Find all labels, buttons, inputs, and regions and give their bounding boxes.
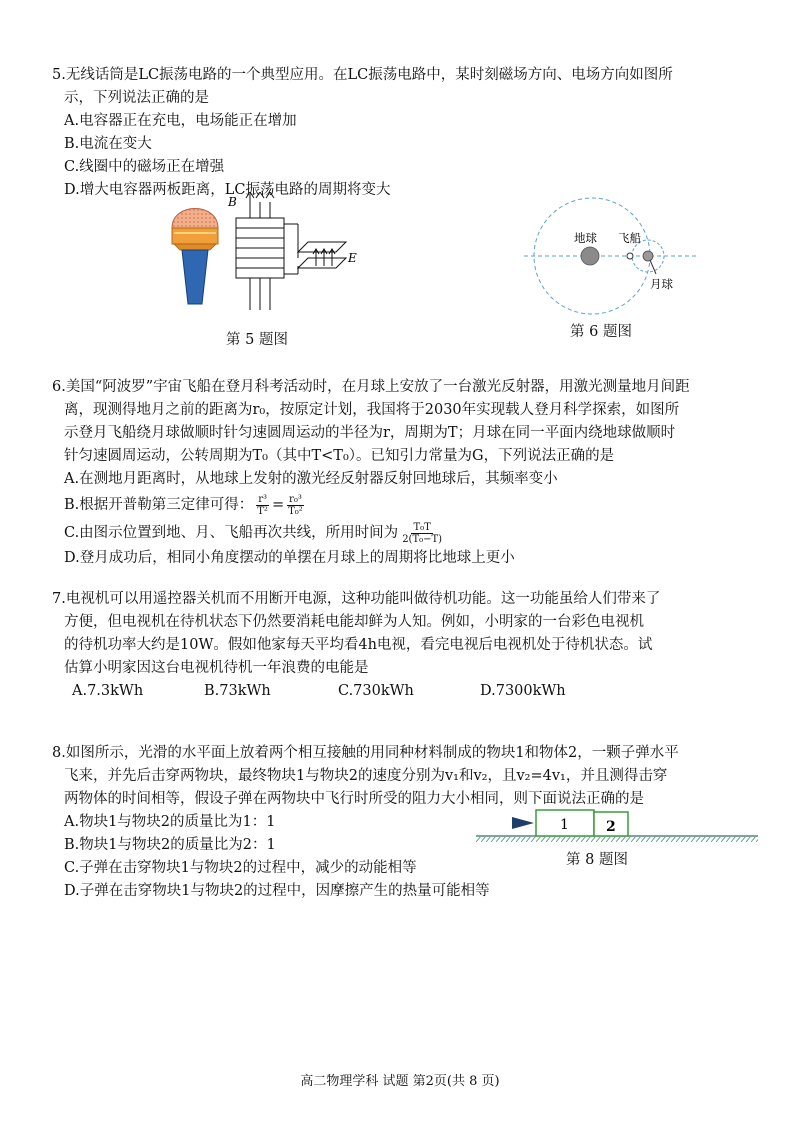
q6-caption: 第 6 题图 — [570, 324, 632, 340]
c-numerator: T₀T — [413, 521, 431, 533]
q6-option-d: D.登月成功后，相同小角度摆动的单摆在月球上的周期将比地球上更小 — [64, 550, 515, 566]
q6-stem-line-3: 示登月飞船绕月球做顺时针匀速圆周运动的半径为r，周期为T；月球在同一平面内绕地球做顺时 — [64, 425, 676, 441]
equals-sign: = — [271, 497, 285, 513]
q8-option-a: A.物块1与物块2的质量比为1：1 — [64, 814, 276, 830]
q6-figure — [518, 190, 708, 320]
block-2-label: 2 — [606, 819, 616, 835]
block-1-label: 1 — [560, 817, 569, 833]
q7-stem-line-1: 7.电视机可以用遥控器关机而不用断开电源，这种功能叫做待机功能。这一功能虽给人们带来了 — [52, 591, 661, 607]
q5-option-d: D.增大电容器两板距离，LC振荡电路的周期将变大 — [64, 182, 391, 198]
electric-field-label: E — [348, 251, 357, 265]
c-denominator: 2(T₀−T) — [402, 533, 443, 545]
q6-option-b-lhs — [255, 494, 270, 517]
q8-option-b: B.物块1与物块2的质量比为2：1 — [64, 837, 276, 853]
q7-stem-line-3: 的待机功率大约是10W。假如他家每天平均看4h电视，看完电视后电视机处于待机状态。试 — [64, 637, 653, 653]
q8-stem-line-2: 飞来，并先后击穿两物块，最终物块1与物块2的速度分别为v₁和v₂，且v₂=4v₁，并且测得击穿 — [64, 768, 668, 784]
q7-option-a: A.7.3kWh — [72, 683, 144, 699]
q5-option-a: A.电容器正在充电，电场能正在增加 — [64, 113, 297, 129]
moon-label: 月球 — [650, 277, 673, 291]
q5-stem-line-1: 5.无线话筒是LC振荡电路的一个典型应用。在LC振荡电路中，某时刻磁场方向、电场方向如图所 — [52, 67, 673, 83]
q5-option-c: C.线圈中的磁场正在增强 — [64, 159, 225, 175]
q8-option-d: D.子弹在击穿物块1与物块2的过程中，因摩擦产生的热量可能相等 — [64, 883, 490, 899]
q5-figure — [160, 192, 370, 320]
q7-stem-line-4: 估算小明家因这台电视机待机一年浪费的电能是 — [64, 660, 369, 676]
q6-option-c-text: C.由图示位置到地、月、飞船再次共线，所用时间为 — [64, 525, 399, 541]
q7-option-d: D.7300kWh — [480, 683, 566, 699]
question-7 — [52, 588, 764, 703]
q6-option-b — [52, 491, 764, 519]
q5-caption: 第 5 题图 — [226, 332, 288, 348]
moon-icon — [643, 251, 653, 261]
coil-icon — [236, 192, 298, 310]
q6-option-b-rhs — [286, 494, 305, 517]
ship-label: 飞船 — [618, 231, 641, 245]
q5-option-b: B.电流在变大 — [64, 136, 152, 152]
q6-stem-line-2: 离，现测得地月之前的距离为r₀，按原定计划，我国将于2030年实现载人登月科学探索，如图所 — [64, 402, 680, 418]
ship-icon — [627, 253, 633, 259]
q7-option-c: C.730kWh — [338, 683, 414, 699]
q8-stem-line-3: 两物体的时间相等，假设子弹在两物块中飞行时所受的阻力大小相同，则下面说法正确的是 — [64, 791, 644, 807]
lhs-denominator: T² — [257, 505, 268, 517]
q8-figure — [476, 806, 760, 846]
capacitor-icon — [298, 242, 346, 268]
q8-caption: 第 8 题图 — [566, 852, 628, 868]
question-6 — [52, 376, 764, 570]
magnetic-field-label: B — [228, 195, 237, 209]
page-footer: 高二物理学科 试题 第2页(共 8 页) — [300, 1074, 500, 1089]
microphone-icon — [172, 209, 218, 305]
q6-option-b-text: B.根据开普勒第三定律可得： — [64, 497, 254, 513]
earth-icon — [581, 247, 599, 265]
q6-option-a: A.在测地月距离时，从地球上发射的激光经反射器反射回地球后，其频率变小 — [64, 471, 558, 487]
rhs-numerator: r₀³ — [289, 493, 302, 505]
q6-option-c-fraction — [400, 522, 444, 545]
question-5 — [52, 64, 764, 202]
q8-option-c: C.子弹在击穿物块1与物块2的过程中，减少的动能相等 — [64, 860, 417, 876]
bullet-icon — [512, 817, 534, 829]
q6-stem-line-4: 针匀速圆周运动，公转周期为T₀（其中T<T₀）。已知引力常量为G，下列说法正确的是 — [64, 448, 615, 464]
q7-options — [52, 680, 764, 703]
rhs-denominator: T₀² — [288, 505, 303, 517]
earth-label: 地球 — [574, 231, 597, 245]
q5-stem-line-2: 示，下列说法正确的是 — [64, 90, 209, 106]
lhs-numerator: r³ — [258, 493, 267, 505]
q6-stem-line-1: 6.美国“阿波罗”宇宙飞船在登月科考活动时，在月球上安放了一台激光反射器，用激光测量地月间距 — [52, 379, 690, 395]
q6-option-c — [52, 519, 764, 547]
q8-stem-line-1: 8.如图所示，光滑的水平面上放着两个相互接触的用同种材料制成的物块1和物体2，一颗子弹水平 — [52, 745, 679, 761]
q7-stem-line-2: 方便，但电视机在待机状态下仍然要消耗电能却鲜为人知。例如，小明家的一台彩色电视机 — [64, 614, 644, 630]
q7-option-b: B.73kWh — [204, 683, 271, 699]
